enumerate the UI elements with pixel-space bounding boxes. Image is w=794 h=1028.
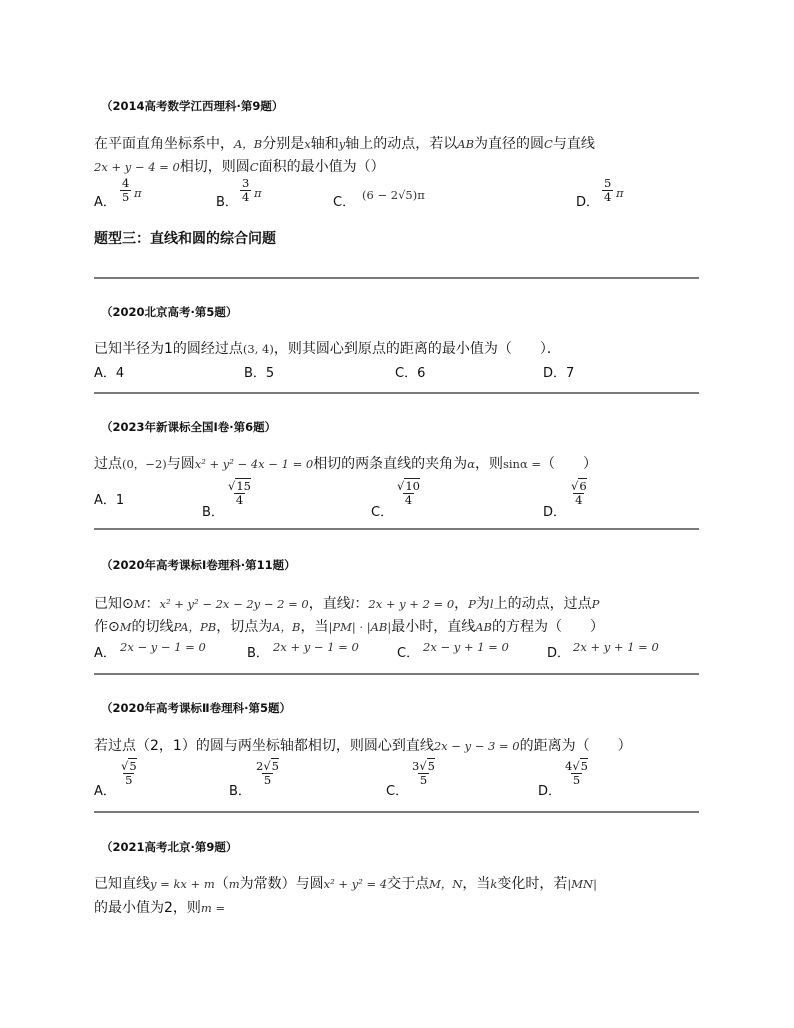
q5-option-c-fraction: $\frac{3√5}{5}$ <box>412 759 435 787</box>
q3-option-b-letter: B． <box>202 505 224 520</box>
q1-option-d-fraction: $\frac{5}{4}$ <box>604 176 612 204</box>
section-heading: 题型三：直线和圆的综合问题 <box>94 231 276 247</box>
q3-source: （2023年新课标全国Ⅰ卷·第6题） <box>101 420 277 434</box>
q3-option-d-letter: D． <box>543 505 567 520</box>
q4-option-c: 2x − y + 1 = 0 <box>423 640 509 654</box>
q5-option-a-letter: A． <box>94 784 116 799</box>
q4-option-c-letter: C． <box>397 646 420 661</box>
q1-source: （2014高考数学江西理科·第9题） <box>101 99 284 113</box>
q1-stem-line2: 2x + y − 4 = 0相切，则圆C面积的最小值为（） <box>94 159 385 175</box>
q4-source: （2020年高考课标Ⅰ卷理科·第11题） <box>101 558 296 572</box>
q3-option-c-letter: C． <box>371 505 394 520</box>
q5-source: （2020年高考课标Ⅱ卷理科·第5题） <box>101 701 291 715</box>
q5-option-d-fraction: $\frac{4√5}{5}$ <box>565 759 588 787</box>
q5-stem: 若过点（2，1）的圆与两坐标轴都相切，则圆心到直线2x − y − 3 = 0的距离为（ ） <box>94 738 632 754</box>
q4-stem-line1: 已知⊙M：x² + y² − 2x − 2y − 2 = 0，直线l：2x + y + 2 = 0，P为l上的动点，过点P <box>94 596 600 612</box>
q1-option-a-pi: π <box>134 186 142 200</box>
q5-option-b-letter: B． <box>229 784 251 799</box>
q1-option-b-fraction: $\frac{3}{4}$ <box>242 176 250 204</box>
q1-option-a-letter: A． <box>94 195 116 210</box>
q2-option-b: B．5 <box>244 366 275 381</box>
q2-source: （2020北京高考·第5题） <box>101 305 238 319</box>
q1-option-c-letter: C． <box>333 195 356 210</box>
q1-option-b-pi: π <box>254 186 262 200</box>
q5-option-d-letter: D． <box>538 784 562 799</box>
q3-option-b-fraction: $\frac{√15}{4}$ <box>228 479 251 507</box>
q4-option-d: 2x + y + 1 = 0 <box>573 640 659 654</box>
q2-option-a: A．4 <box>94 366 125 381</box>
q4-option-a: 2x − y − 1 = 0 <box>120 640 206 654</box>
divider-2 <box>94 392 699 394</box>
q6-source: （2021高考北京·第9题） <box>101 840 238 854</box>
q2-option-c: C．6 <box>395 366 426 381</box>
q1-option-d-pi: π <box>616 186 624 200</box>
q4-stem-line2: 作⊙M的切线PA，PB，切点为A，B，当|PM| · |AB|最小时，直线AB的方程为（ ） <box>94 619 604 635</box>
divider-5 <box>94 811 699 813</box>
q3-stem: 过点(0，−2)与圆x² + y² − 4x − 1 = 0相切的两条直线的夹角为α，则sinα =（ ） <box>94 456 598 472</box>
q1-option-a-fraction: $\frac{4}{5}$ <box>122 176 130 204</box>
q6-stem-line2: 的最小值为2，则m = <box>94 900 226 916</box>
q5-option-c-letter: C． <box>386 784 409 799</box>
q1-option-c-value: (6 − 2√5)π <box>362 188 425 202</box>
divider-3 <box>94 528 699 530</box>
q4-option-d-letter: D． <box>547 646 571 661</box>
q4-option-b: 2x + y − 1 = 0 <box>273 640 359 654</box>
divider-4 <box>94 673 699 675</box>
q3-option-a: A．1 <box>94 493 125 508</box>
q4-option-b-letter: B． <box>247 646 269 661</box>
q2-option-d: D．7 <box>543 366 575 381</box>
q5-option-a-fraction: $\frac{√5}{5}$ <box>121 759 137 787</box>
q1-option-d-letter: D． <box>576 195 600 210</box>
q1-option-b-letter: B． <box>216 195 238 210</box>
q4-option-a-letter: A． <box>94 646 116 661</box>
q3-option-d-fraction: $\frac{√6}{4}$ <box>571 479 587 507</box>
q6-stem-line1: 已知直线y = kx + m（m为常数）与圆x² + y² = 4交于点M，N，当k变化时，若|MN| <box>94 876 597 892</box>
q5-option-b-fraction: $\frac{2√5}{5}$ <box>256 759 279 787</box>
divider-1 <box>94 277 699 279</box>
q3-option-c-fraction: $\frac{√10}{4}$ <box>397 479 420 507</box>
q1-stem-line1: 在平面直角坐标系中，A，B分别是x轴和y轴上的动点，若以AB为直径的圆C与直线 <box>94 136 595 152</box>
q2-stem: 已知半径为1的圆经过点(3, 4)，则其圆心到原点的距离的最小值为（ ）． <box>94 341 561 357</box>
